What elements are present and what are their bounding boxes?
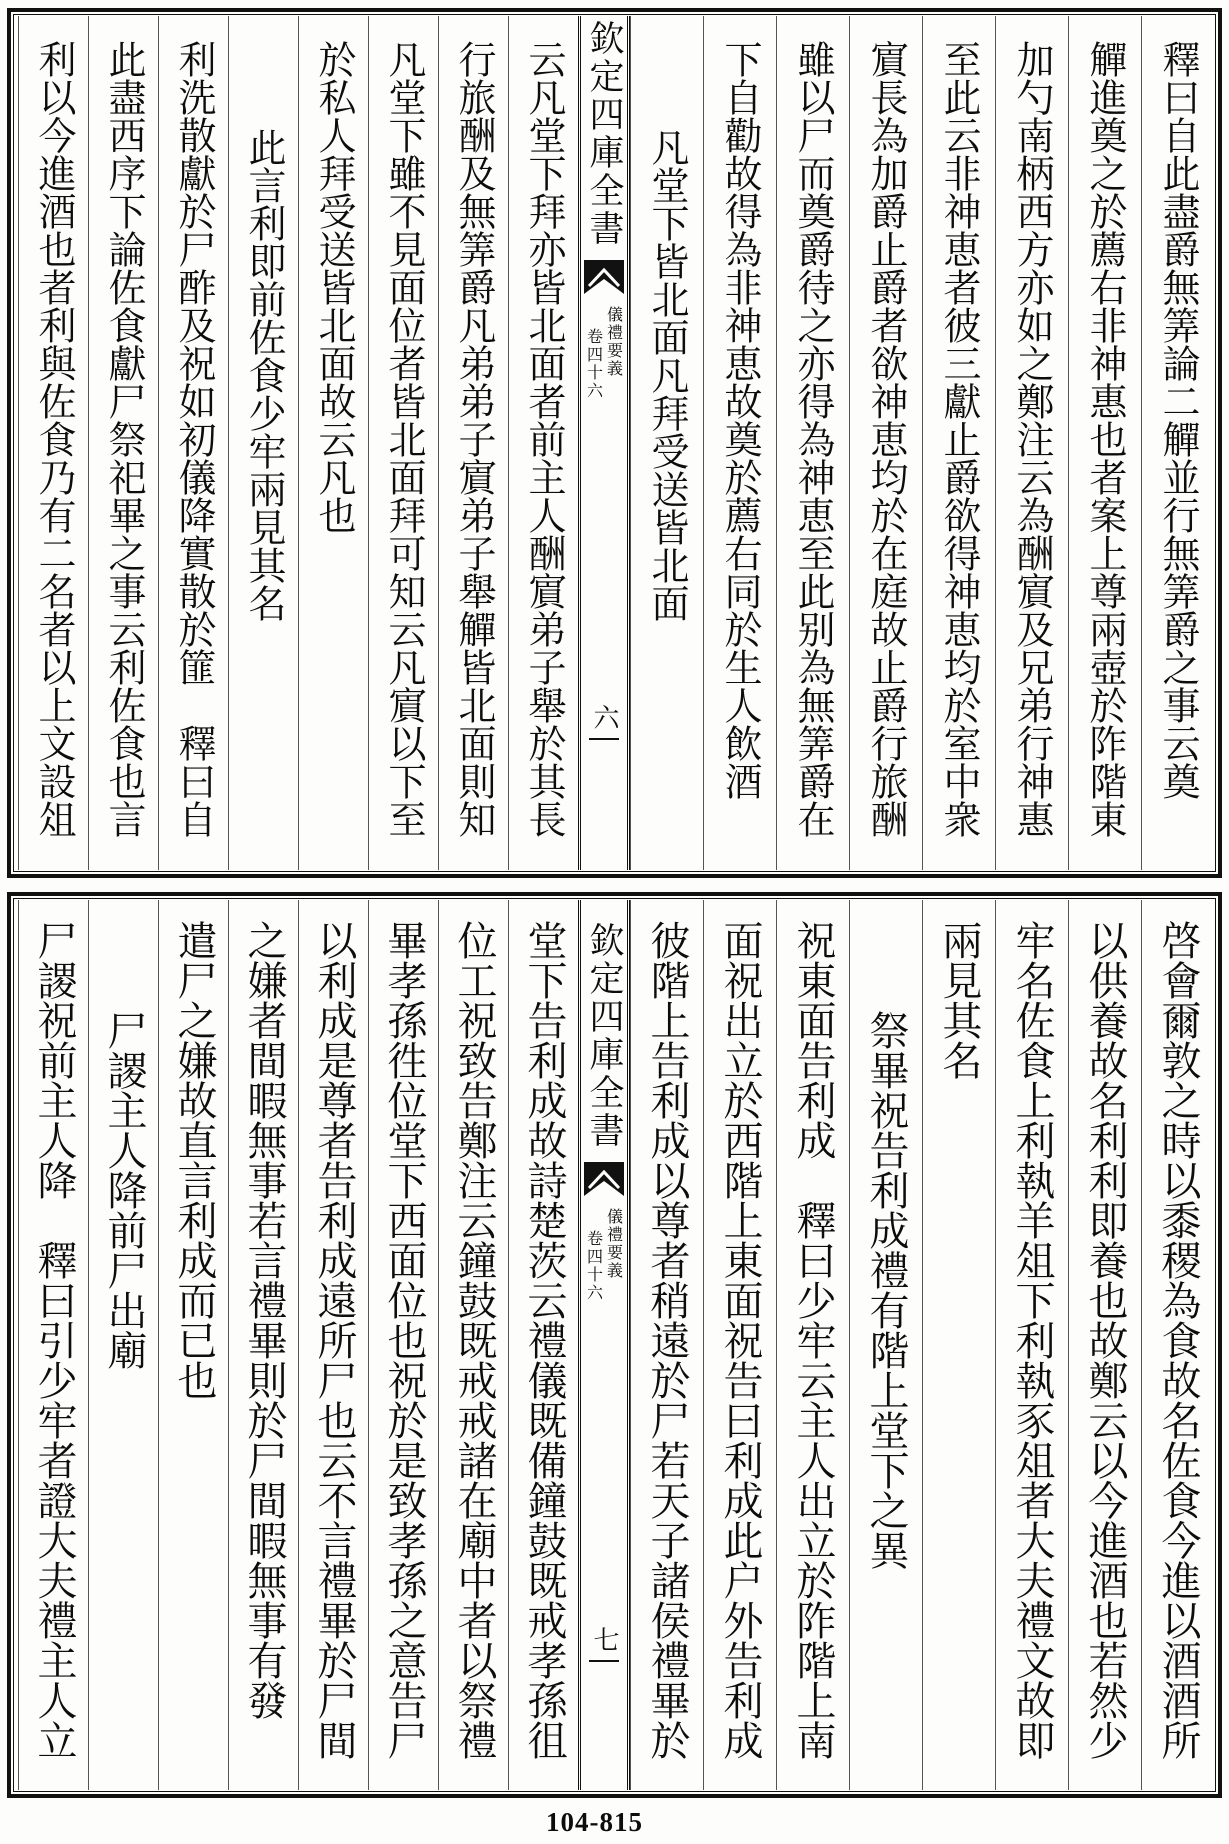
text-column: 行旅酬及無筭爵凡弟弟子賔弟子舉觶皆北面則知 (438, 16, 508, 870)
upper-half-page (7, 8, 1222, 878)
text-column: 尸謖祝前主人降 釋曰引少牢者證大夫禮主人立 (18, 900, 88, 1790)
text-column: 畢孝孫徃位堂下西面位也祝於是致孝孫之意告尸 (368, 900, 438, 1790)
text-column: 此盡西序下論佐食獻尸祭祀畢之事云利佐食也言 (88, 16, 158, 870)
page-number-rule (589, 1660, 619, 1662)
text-column: 遣尸之嫌故直言利成而已也 (158, 900, 228, 1790)
text-column: 利洗散獻於尸酢及祝如初儀降實散於篚 釋曰自 (158, 16, 228, 870)
page-number-rule (589, 738, 619, 740)
text-column: 雖以尸而奠爵待之亦得為神恵至此别為無筭爵在 (776, 16, 849, 870)
text-columns (15, 16, 1214, 870)
text-column-heading: 祭畢祝告利成禮有階上堂下之異 (849, 900, 922, 1790)
lower-half-page (7, 892, 1222, 1798)
page-number: 七 (589, 1626, 619, 1652)
text-column: 以利成是尊者告利成遠所尸也云不言禮畢於尸間 (298, 900, 368, 1790)
text-column: 之嫌者間暇無事若言禮畢則於尸間暇無事有發 (228, 900, 298, 1790)
volume-label: 卷四十六 (584, 328, 604, 400)
text-column: 彼階上告利成以尊者稍遠於尸若天子諸侯禮畢於 (630, 900, 703, 1790)
text-column: 啓會爾敦之時以黍稷為食故名佐食今進以酒酒所 (1141, 900, 1214, 1790)
text-column: 於私人拜受送皆北面故云凡也 (298, 16, 368, 870)
volume-label: 卷四十六 (584, 1230, 604, 1302)
fish-tail-mark (584, 1162, 624, 1196)
center-margin (578, 16, 630, 870)
text-column: 利以今進酒也者利與佐食乃有二名者以上文設俎 (18, 16, 88, 870)
text-column: 祝東面告利成 釋曰少牢云主人出立於阼階上南 (776, 900, 849, 1790)
text-column-heading: 凡堂下皆北面凡拜受送皆北面 (630, 16, 703, 870)
text-column: 下自勸故得為非神恵故奠於薦右同於生人飲酒 (703, 16, 776, 870)
text-column: 位工祝致告鄭注云鐘鼓既戒戒諸在廟中者以祭禮 (438, 900, 508, 1790)
text-column: 面祝出立於西階上東面祝告曰利成此户外告利成 (703, 900, 776, 1790)
page-footer-number: 104-815 (546, 1807, 643, 1837)
text-column: 釋曰自此盡爵無筭論二觶並行無筭爵之事云奠 (1141, 16, 1214, 870)
margin-title: 欽定四庫全書 (584, 20, 624, 248)
text-column: 至此云非神恵者彼三獻止爵欲得神恵均於室中衆 (922, 16, 995, 870)
text-column: 賔長為加爵止爵者欲神恵均於在庭故止爵行旅酬 (849, 16, 922, 870)
text-column: 以供養故名利利即養也故鄭云以今進酒也若然少 (1068, 900, 1141, 1790)
text-column: 凡堂下雖不見面位者皆北面拜可知云凡賔以下至 (368, 16, 438, 870)
text-column: 堂下告利成故詩楚茨云禮儀既備鐘鼓既戒孝孫徂 (508, 900, 578, 1790)
margin-title: 欽定四庫全書 (584, 922, 624, 1150)
text-column: 云凡堂下拜亦皆北面者前主人酬賔弟子舉於其長 (508, 16, 578, 870)
text-column-heading: 尸謖主人降前尸出廟 (88, 900, 158, 1790)
text-column: 牢名佐食上利執羊俎下利執豕俎者大夫禮文故即 (995, 900, 1068, 1790)
text-column-heading: 此言利即前佐食少牢兩見其名 (228, 16, 298, 870)
book-title: 儀禮要義 (604, 1208, 624, 1280)
text-column: 兩見其名 (922, 900, 995, 1790)
text-columns (15, 900, 1214, 1790)
page-number: 六 (589, 704, 619, 730)
center-margin (578, 900, 630, 1790)
margin-book-info (585, 306, 624, 400)
text-column: 觶進奠之於薦右非神惠也者案上尊兩壺於阼階東 (1068, 16, 1141, 870)
text-column: 加勺南柄西方亦如之鄭注云為酬賔及兄弟行神惠 (995, 16, 1068, 870)
book-title: 儀禮要義 (604, 306, 624, 378)
margin-book-info (585, 1208, 624, 1302)
fish-tail-mark (584, 260, 624, 294)
